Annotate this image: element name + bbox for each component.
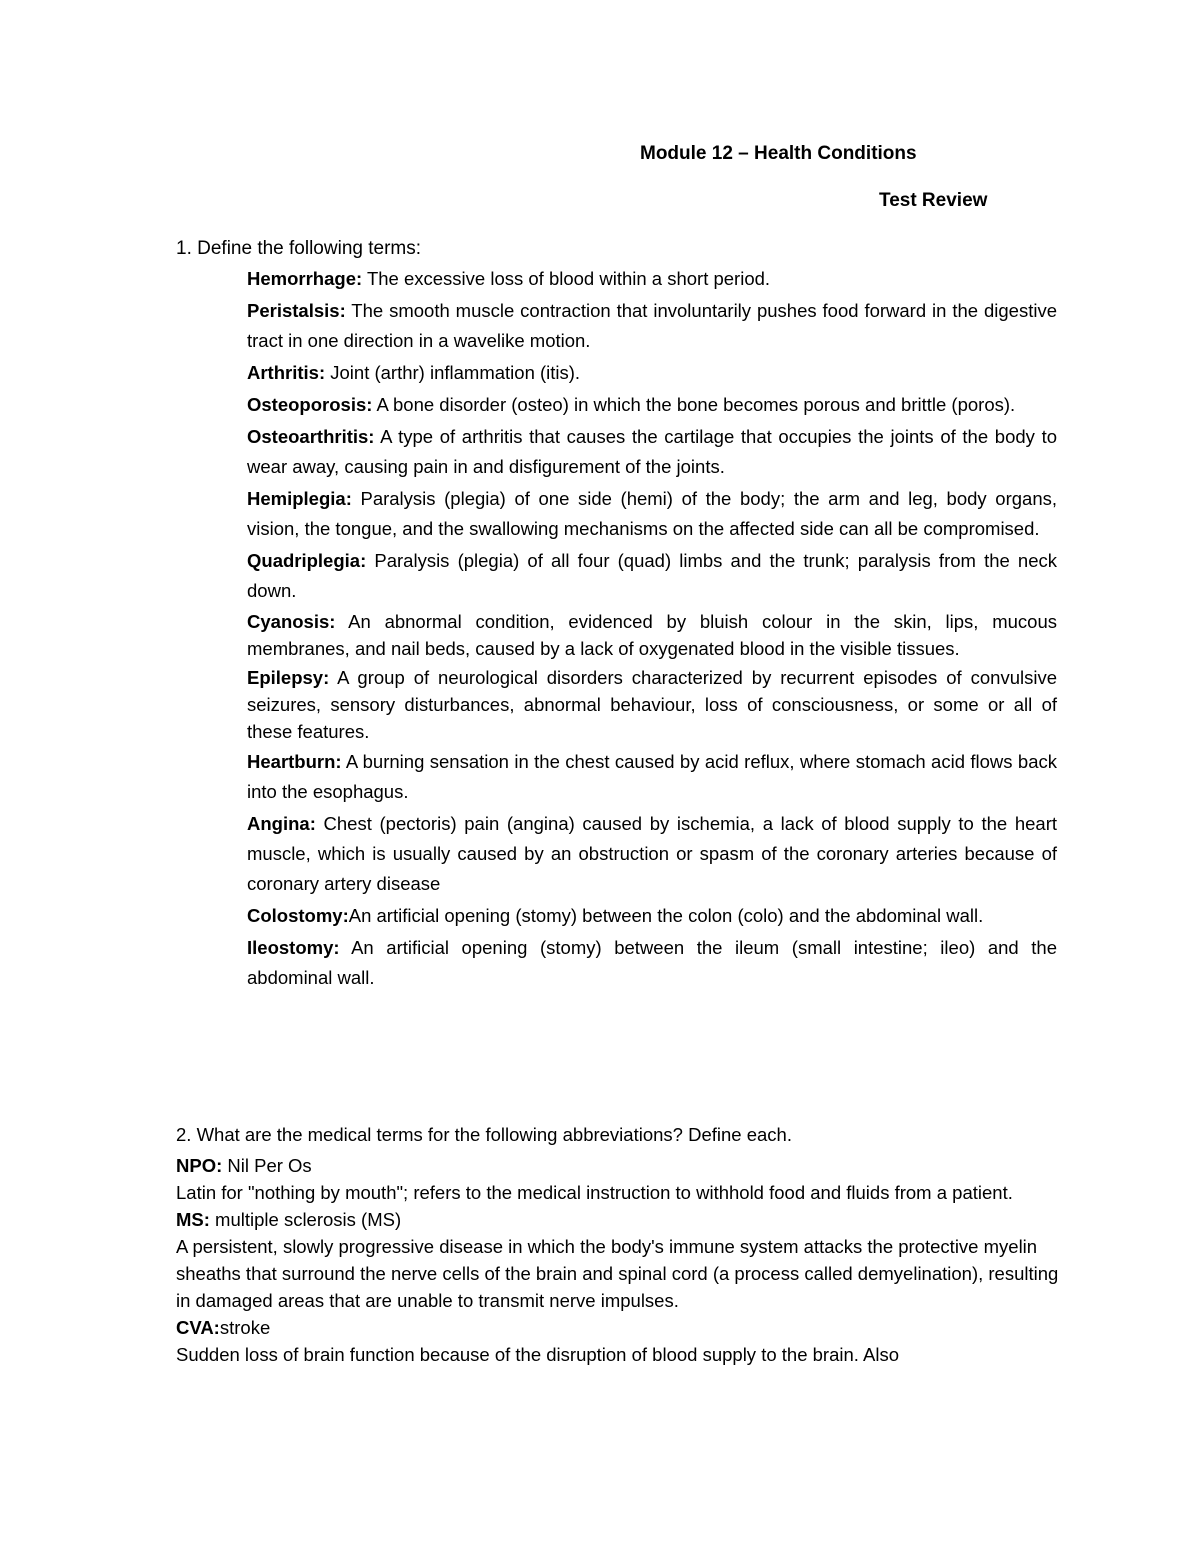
term-item: [247, 809, 1057, 899]
term-name: Quadriplegia:: [247, 550, 367, 571]
term-name: Peristalsis:: [247, 300, 346, 321]
term-name: Osteoarthritis:: [247, 426, 375, 447]
page-title: Module 12 – Health Conditions: [640, 143, 917, 164]
term-definition: Joint (arthr) inflammation (itis).: [325, 362, 581, 383]
term-item: [247, 901, 1057, 931]
term-item: [247, 933, 1057, 993]
question-1-heading: 1. Define the following terms:: [176, 238, 422, 259]
term-name: Cyanosis:: [247, 611, 336, 632]
term-item: [247, 608, 1057, 662]
term-definition: Paralysis (plegia) of all four (quad) limbs and the trunk; paralysis from the neck down.: [247, 550, 1057, 601]
abbreviation-line: [176, 1314, 1066, 1341]
term-item: [247, 390, 1057, 420]
term-name: Heartburn:: [247, 751, 342, 772]
term-definition: An abnormal condition, evidenced by bluish colour in the skin, lips, mucous membranes, and nail beds, caused by a lack of oxygenated blood in the visible tissues.: [247, 611, 1057, 659]
abbreviation-expansion: Nil Per Os: [222, 1155, 312, 1176]
term-name: Hemiplegia:: [247, 488, 352, 509]
term-definition: Paralysis (plegia) of one side (hemi) of the body; the arm and leg, body organs, vision, the tongue, and the swallowing mechanisms on the affected side can all be compromised.: [247, 488, 1057, 539]
term-item: [247, 546, 1057, 606]
abbreviation-definition: Sudden loss of brain function because of the disruption of blood supply to the brain. Also: [176, 1344, 900, 1365]
abbreviation-definition: Latin for "nothing by mouth"; refers to the medical instruction to withhold food and fluids from a patient.: [176, 1182, 1013, 1203]
term-item: [247, 484, 1057, 544]
term-name: Osteoporosis:: [247, 394, 373, 415]
abbreviation-expansion: multiple sclerosis (MS): [209, 1209, 402, 1230]
term-name: Angina:: [247, 813, 316, 834]
term-name: Colostomy:: [247, 905, 349, 926]
abbreviation: NPO:: [176, 1155, 223, 1176]
term-item: [247, 422, 1057, 482]
term-definition: The excessive loss of blood within a short period.: [362, 268, 771, 289]
term-item: [247, 296, 1057, 356]
abbreviation-definition: A persistent, slowly progressive disease in which the body's immune system attacks the protective myelin sheaths that surround the nerve cells of the brain and spinal cord (a process called demyelination), resulting in damaged areas that are unable to transmit nerve impulses.: [176, 1236, 1059, 1311]
term-name: Ileostomy:: [247, 937, 340, 958]
term-definition: An artificial opening (stomy) between the colon (colo) and the abdominal wall.: [348, 905, 984, 926]
term-name: Epilepsy:: [247, 667, 330, 688]
term-definition: A group of neurological disorders characterized by recurrent episodes of convulsive seizures, sensory disturbances, abnormal behaviour, loss of consciousness, or some or all of these features.: [247, 667, 1057, 742]
term-definition: An artificial opening (stomy) between the ileum (small intestine; ileo) and the abdominal wall.: [247, 937, 1057, 988]
term-item: [247, 664, 1057, 745]
abbreviation-expansion: stroke: [219, 1317, 271, 1338]
question-2-section: [176, 1120, 1066, 1368]
abbreviation-line: [176, 1206, 1066, 1233]
question-2-heading: 2. What are the medical terms for the following abbreviations? Define each.: [176, 1124, 792, 1145]
terms-list: [247, 264, 1057, 995]
term-definition: Chest (pectoris) pain (angina) caused by ischemia, a lack of blood supply to the heart muscle, which is usually caused by an obstruction or spasm of the coronary arteries because of coronary artery disease: [247, 813, 1057, 894]
abbreviation-line: [176, 1152, 1066, 1179]
abbreviation: MS:: [176, 1209, 210, 1230]
term-definition: A burning sensation in the chest caused by acid reflux, where stomach acid flows back into the esophagus.: [247, 751, 1057, 802]
term-definition: A bone disorder (osteo) in which the bone becomes porous and brittle (poros).: [372, 394, 1016, 415]
term-name: Hemorrhage:: [247, 268, 363, 289]
term-item: [247, 264, 1057, 294]
term-name: Arthritis:: [247, 362, 326, 383]
term-definition: The smooth muscle contraction that involuntarily pushes food forward in the digestive tract in one direction in a wavelike motion.: [247, 300, 1057, 351]
abbreviation: CVA:: [176, 1317, 220, 1338]
term-definition: A type of arthritis that causes the cartilage that occupies the joints of the body to wear away, causing pain in and disfigurement of the joints.: [247, 426, 1057, 477]
term-item: [247, 747, 1057, 807]
term-item: [247, 358, 1057, 388]
page-subtitle: Test Review: [879, 190, 988, 211]
